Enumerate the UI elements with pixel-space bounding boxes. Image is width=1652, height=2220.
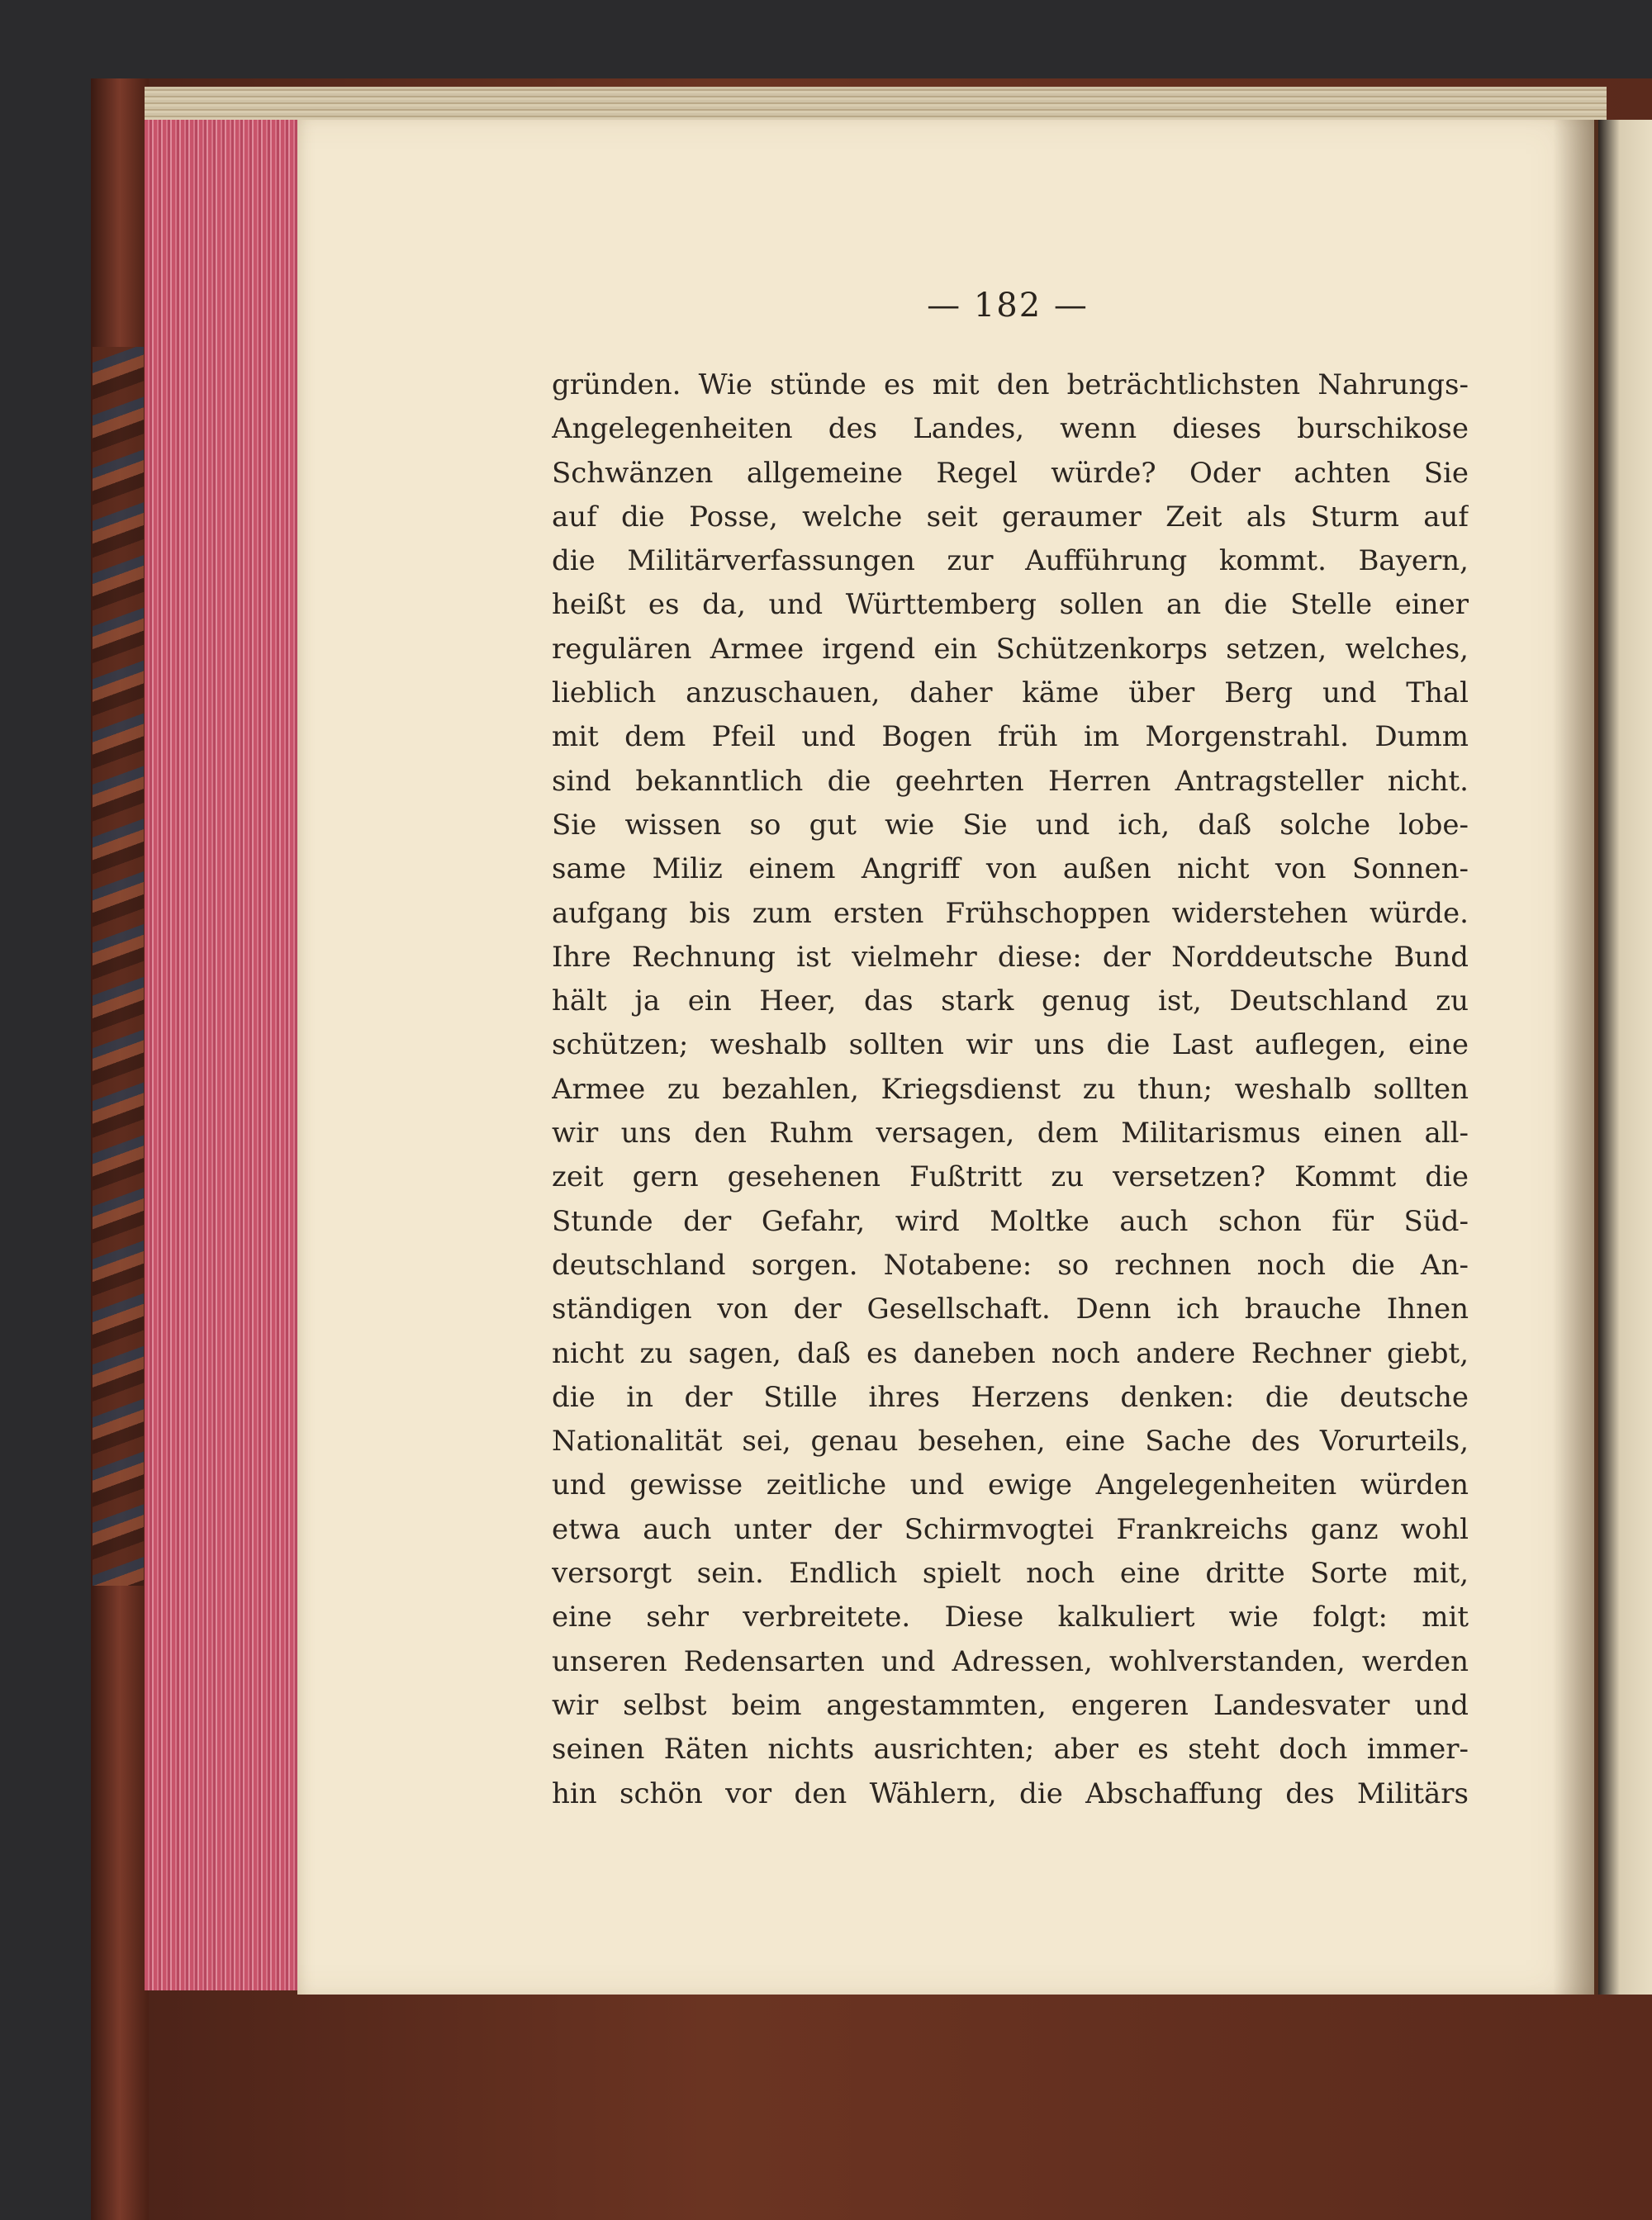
text-line: mit dem Pfeil und Bogen früh im Morgenstrahl. Dumm xyxy=(552,720,1469,754)
text-line: die in der Stille ihres Herzens denken: die deutsche xyxy=(552,1380,1469,1414)
text-line: etwa auch unter der Schirmvogtei Frankreichs ganz wohl xyxy=(552,1512,1469,1546)
text-line: Sie wissen so gut wie Sie und ich, daß solche lobe- xyxy=(552,808,1469,842)
text-line: Nationalität sei, genau besehen, eine Sache des Vorurteils, xyxy=(552,1425,1469,1459)
text-line: eine sehr verbreitete. Diese kalkuliert wie folgt: mit xyxy=(552,1601,1469,1634)
text-line: regulären Armee irgend ein Schützenkorps setzen, welches, xyxy=(552,632,1469,666)
text-line: unseren Redensarten und Adressen, wohlverstanden, werden xyxy=(552,1644,1469,1678)
text-line: ständigen von der Gesellschaft. Denn ich brauche Ihnen xyxy=(552,1293,1469,1326)
gutter-shadow xyxy=(1553,120,1602,1995)
facing-page-edge xyxy=(1598,120,1652,1995)
text-line: Armee zu bezahlen, Kriegsdienst zu thun; weshalb sollten xyxy=(552,1072,1469,1106)
text-line: Schwänzen allgemeine Regel würde? Oder achten Sie xyxy=(552,456,1469,490)
text-line: die Militärverfassungen zur Aufführung kommt. Bayern, xyxy=(552,544,1469,578)
text-line: sind bekanntlich die geehrten Herren Antragsteller nicht. xyxy=(552,764,1469,798)
text-line: Ihre Rechnung ist vielmehr diese: der Norddeutsche Bund xyxy=(552,940,1469,974)
text-line: hält ja ein Heer, das stark genug ist, Deutschland zu xyxy=(552,984,1469,1018)
text-line: aufgang bis zum ersten Frühschoppen widerstehen würde. xyxy=(552,896,1469,930)
text-line: Angelegenheiten des Landes, wenn dieses burschikose xyxy=(552,412,1469,446)
text-line: seinen Räten nichts ausrichten; aber es steht doch immer- xyxy=(552,1733,1469,1767)
top-page-edges xyxy=(145,87,1607,120)
text-line: deutschland sorgen. Notabene: so rechnen noch die An- xyxy=(552,1248,1469,1282)
text-line: hin schön vor den Wählern, die Abschaffung des Militärs xyxy=(552,1776,1469,1810)
text-line: heißt es da, und Württemberg sollen an die Stelle einer xyxy=(552,588,1469,622)
text-line: gründen. Wie stünde es mit den beträchtlichsten Nahrungs- xyxy=(552,368,1469,401)
body-text xyxy=(552,363,1469,1816)
text-line: wir uns den Ruhm versagen, dem Militarismus einen all- xyxy=(552,1117,1469,1150)
marbled-cover-pattern xyxy=(93,347,144,1586)
text-line: zeit gern gesehenen Fußtritt zu versetzen? Kommt die xyxy=(552,1160,1469,1194)
text-line: versorgt sein. Endlich spielt noch eine dritte Sorte mit, xyxy=(552,1557,1469,1591)
text-line: nicht zu sagen, daß es daneben noch andere Rechner giebt, xyxy=(552,1336,1469,1370)
text-line: Stunde der Gefahr, wird Moltke auch schon für Süd- xyxy=(552,1204,1469,1238)
page-number-header: — 182 — xyxy=(927,287,1089,325)
text-line: same Miliz einem Angriff von außen nicht von Sonnen- xyxy=(552,852,1469,886)
text-line: wir selbst beim angestammten, engeren Landesvater und xyxy=(552,1688,1469,1722)
text-line: und gewisse zeitliche und ewige Angelegenheiten würden xyxy=(552,1468,1469,1502)
text-line: schützen; weshalb sollten wir uns die Last auflegen, eine xyxy=(552,1028,1469,1062)
text-line: auf die Posse, welche seit geraumer Zeit als Sturm auf xyxy=(552,500,1469,534)
text-line: lieblich anzuschauen, daher käme über Berg und Thal xyxy=(552,676,1469,710)
red-page-edges xyxy=(145,91,310,1990)
